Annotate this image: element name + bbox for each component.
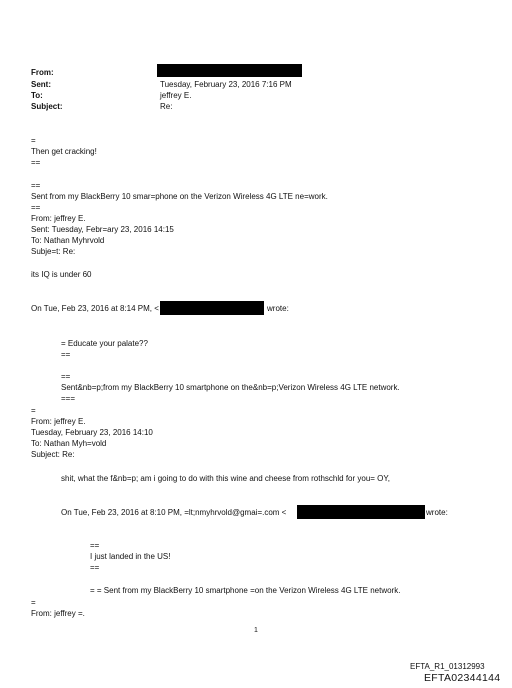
from-label: From: [31, 68, 54, 77]
body-line: On Tue, Feb 23, 2016 at 8:14 PM, < [31, 304, 159, 313]
body-line: Sent: Tuesday, Febr=ary 23, 2016 14:15 [31, 225, 174, 234]
body-line: == [90, 541, 100, 550]
body-line: = [31, 598, 36, 607]
body-line: Sent&nb=p;from my BlackBerry 10 smartphone on the&nb=p;Verizon Wireless 4G LTE network. [61, 383, 400, 392]
body-line: == [61, 350, 71, 359]
body-line: Then get cracking! [31, 147, 97, 156]
page-number: 1 [254, 627, 258, 634]
subject-value: Re: [160, 102, 173, 111]
body-line: wrote: [426, 508, 448, 517]
to-value: jeffrey E. [160, 91, 192, 100]
body-line: Subje=t: Re: [31, 247, 76, 256]
body-line: wrote: [267, 304, 289, 313]
body-line: From: jeffrey E. [31, 214, 86, 223]
body-line: = [31, 406, 36, 415]
body-line: Subject: Re: [31, 450, 75, 459]
body-line: shit, what the f&nb=p; am i going to do with this wine and cheese from rothschld for you= OY, [61, 474, 390, 483]
redaction-bar [157, 64, 302, 77]
body-line: = [31, 136, 36, 145]
body-line: its IQ is under 60 [31, 270, 92, 279]
document-id: EFTA_R1_01312993 [410, 662, 485, 671]
body-line: = Educate your palate?? [61, 339, 148, 348]
redaction-bar [160, 301, 264, 315]
body-line: === [61, 394, 76, 403]
subject-label: Subject: [31, 102, 63, 111]
body-line: From: jeffrey E. [31, 417, 86, 426]
redaction-bar [297, 505, 425, 519]
body-line: I just landed in the US! [90, 552, 171, 561]
to-label: To: [31, 91, 43, 100]
bates-number: EFTA02344144 [424, 672, 501, 684]
body-line: To: Nathan Myh=vold [31, 439, 107, 448]
body-line: Tuesday, February 23, 2016 14:10 [31, 428, 153, 437]
sent-value: Tuesday, February 23, 2016 7:16 PM [160, 80, 292, 89]
body-line: From: jeffrey =. [31, 609, 85, 618]
body-line: == [31, 203, 41, 212]
body-line: == [31, 158, 41, 167]
body-line: = = Sent from my BlackBerry 10 smartphone =on the Verizon Wireless 4G LTE network. [90, 586, 401, 595]
body-line: == [61, 372, 71, 381]
sent-label: Sent: [31, 80, 51, 89]
body-line: To: Nathan Myhrvold [31, 236, 105, 245]
body-line: On Tue, Feb 23, 2016 at 8:10 PM, =lt;nmyhrvold@gmai=.com < [61, 508, 287, 517]
body-line: == [90, 563, 100, 572]
body-line: Sent from my BlackBerry 10 smar=phone on the Verizon Wireless 4G LTE ne=work. [31, 192, 328, 201]
body-line: == [31, 181, 41, 190]
